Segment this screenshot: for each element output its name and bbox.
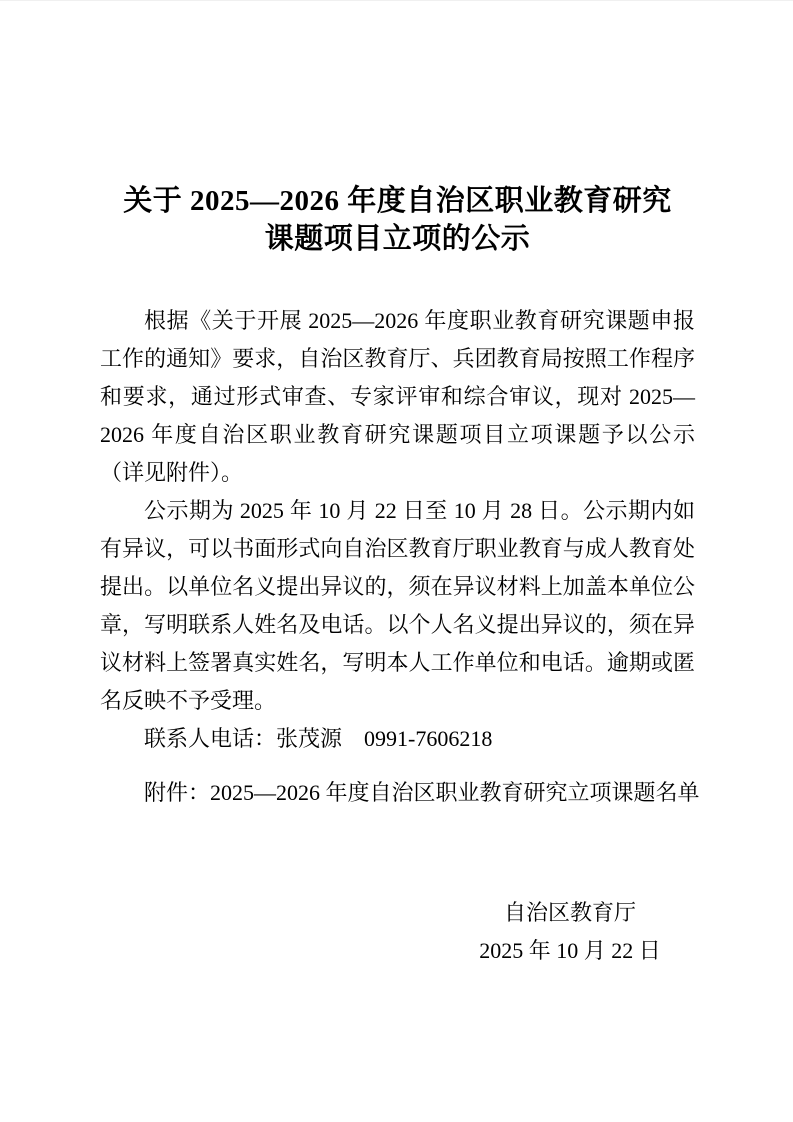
- document-body: [100, 302, 700, 812]
- signature-block: [445, 894, 695, 970]
- document-title-line-2: 课题项目立项的公示: [264, 223, 531, 255]
- paragraph-basis: 根据《关于开展 2025—2026 年度职业教育研究课题申报工作的通知》要求，自治区教育厅、兵团教育局按照工作程序和要求，通过形式审查、专家评审和综合审议，现对 2025—2026 年度自治区职业教育研究课题项目立项课题予以公示（详见附件）。: [100, 308, 695, 485]
- signature-agency: 自治区教育厅: [503, 900, 636, 925]
- signature-date: 2025 年 10 月 22 日: [479, 938, 661, 963]
- attachment-line: 附件：2025—2026 年度自治区职业教育研究立项课题名单: [144, 780, 700, 805]
- contact-line: 联系人电话：张茂源 0991-7606218: [144, 726, 493, 751]
- document-title-line-1: 关于 2025—2026 年度自治区职业教育研究: [123, 185, 672, 217]
- document-title: [100, 182, 695, 258]
- paragraph-publicity-period: 公示期为 2025 年 10 月 22 日至 10 月 28 日。公示期内如有异议，可以书面形式向自治区教育厅职业教育与成人教育处提出。以单位名义提出异议的，须在异议材料上加盖本单位公章，写明联系人姓名及电话。以个人名义提出异议的，须在异议材料上签署真实姓名，写明本人工作单位和电话。逾期或匿名反映不予受理。: [100, 498, 695, 713]
